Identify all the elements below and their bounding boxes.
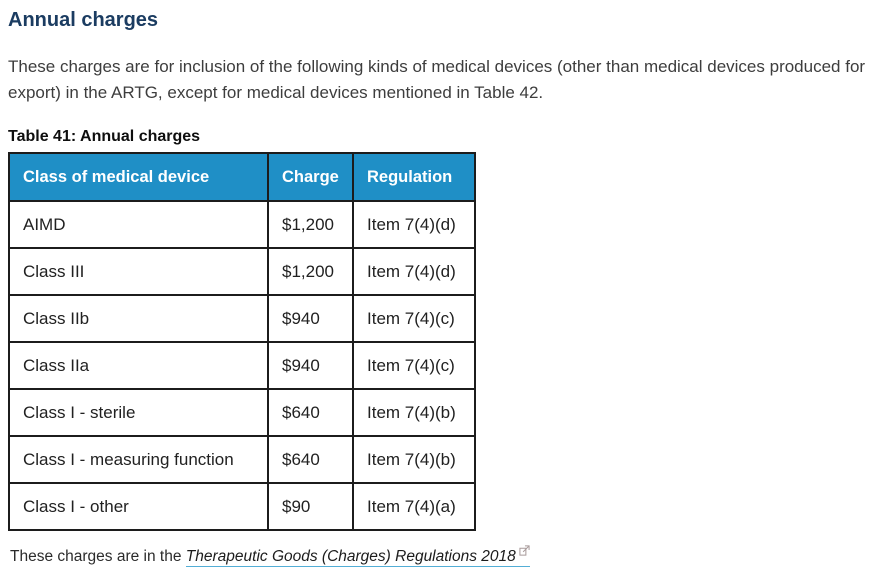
external-link-icon[interactable] (519, 542, 530, 562)
table-row (9, 389, 475, 436)
cell-regulation: Item 7(4)(d) (353, 201, 475, 248)
cell-charge: $640 (268, 436, 353, 483)
cell-device: AIMD (9, 201, 268, 248)
footer-note (10, 542, 878, 567)
cell-charge: $940 (268, 295, 353, 342)
column-header-regulation: Regulation (353, 153, 475, 201)
footer-note-text: These charges are in the (10, 548, 186, 565)
cell-regulation: Item 7(4)(b) (353, 436, 475, 483)
cell-device: Class III (9, 248, 268, 295)
table-row (9, 201, 475, 248)
table-row (9, 295, 475, 342)
cell-device: Class I - measuring function (9, 436, 268, 483)
cell-device: Class I - other (9, 483, 268, 530)
table-row (9, 342, 475, 389)
column-header-charge: Charge (268, 153, 353, 201)
table-header-row (9, 153, 475, 201)
cell-charge: $940 (268, 342, 353, 389)
cell-regulation: Item 7(4)(b) (353, 389, 475, 436)
cell-charge: $640 (268, 389, 353, 436)
column-header-class-of-medical-device: Class of medical device (9, 153, 268, 201)
charges-regulations-link[interactable] (186, 548, 530, 567)
intro-paragraph: These charges are for inclusion of the following kinds of medical devices (other than medical devices produced for export) in the ARTG, except for medical devices mentioned in Table 42. (8, 57, 866, 102)
cell-regulation: Item 7(4)(d) (353, 248, 475, 295)
page-title: Annual charges (8, 9, 159, 31)
cell-charge: $90 (268, 483, 353, 530)
cell-regulation: Item 7(4)(c) (353, 295, 475, 342)
cell-device: Class IIa (9, 342, 268, 389)
cell-regulation: Item 7(4)(a) (353, 483, 475, 530)
table-row (9, 436, 475, 483)
cell-regulation: Item 7(4)(c) (353, 342, 475, 389)
cell-device: Class IIb (9, 295, 268, 342)
table-caption: Table 41: Annual charges (8, 128, 201, 145)
cell-charge: $1,200 (268, 248, 353, 295)
table-row (9, 483, 475, 530)
cell-device: Class I - sterile (9, 389, 268, 436)
charges-regulations-link-label[interactable]: Therapeutic Goods (Charges) Regulations 2018 (185, 548, 516, 565)
cell-charge: $1,200 (268, 201, 353, 248)
table-row (9, 248, 475, 295)
annual-charges-table (8, 152, 476, 531)
